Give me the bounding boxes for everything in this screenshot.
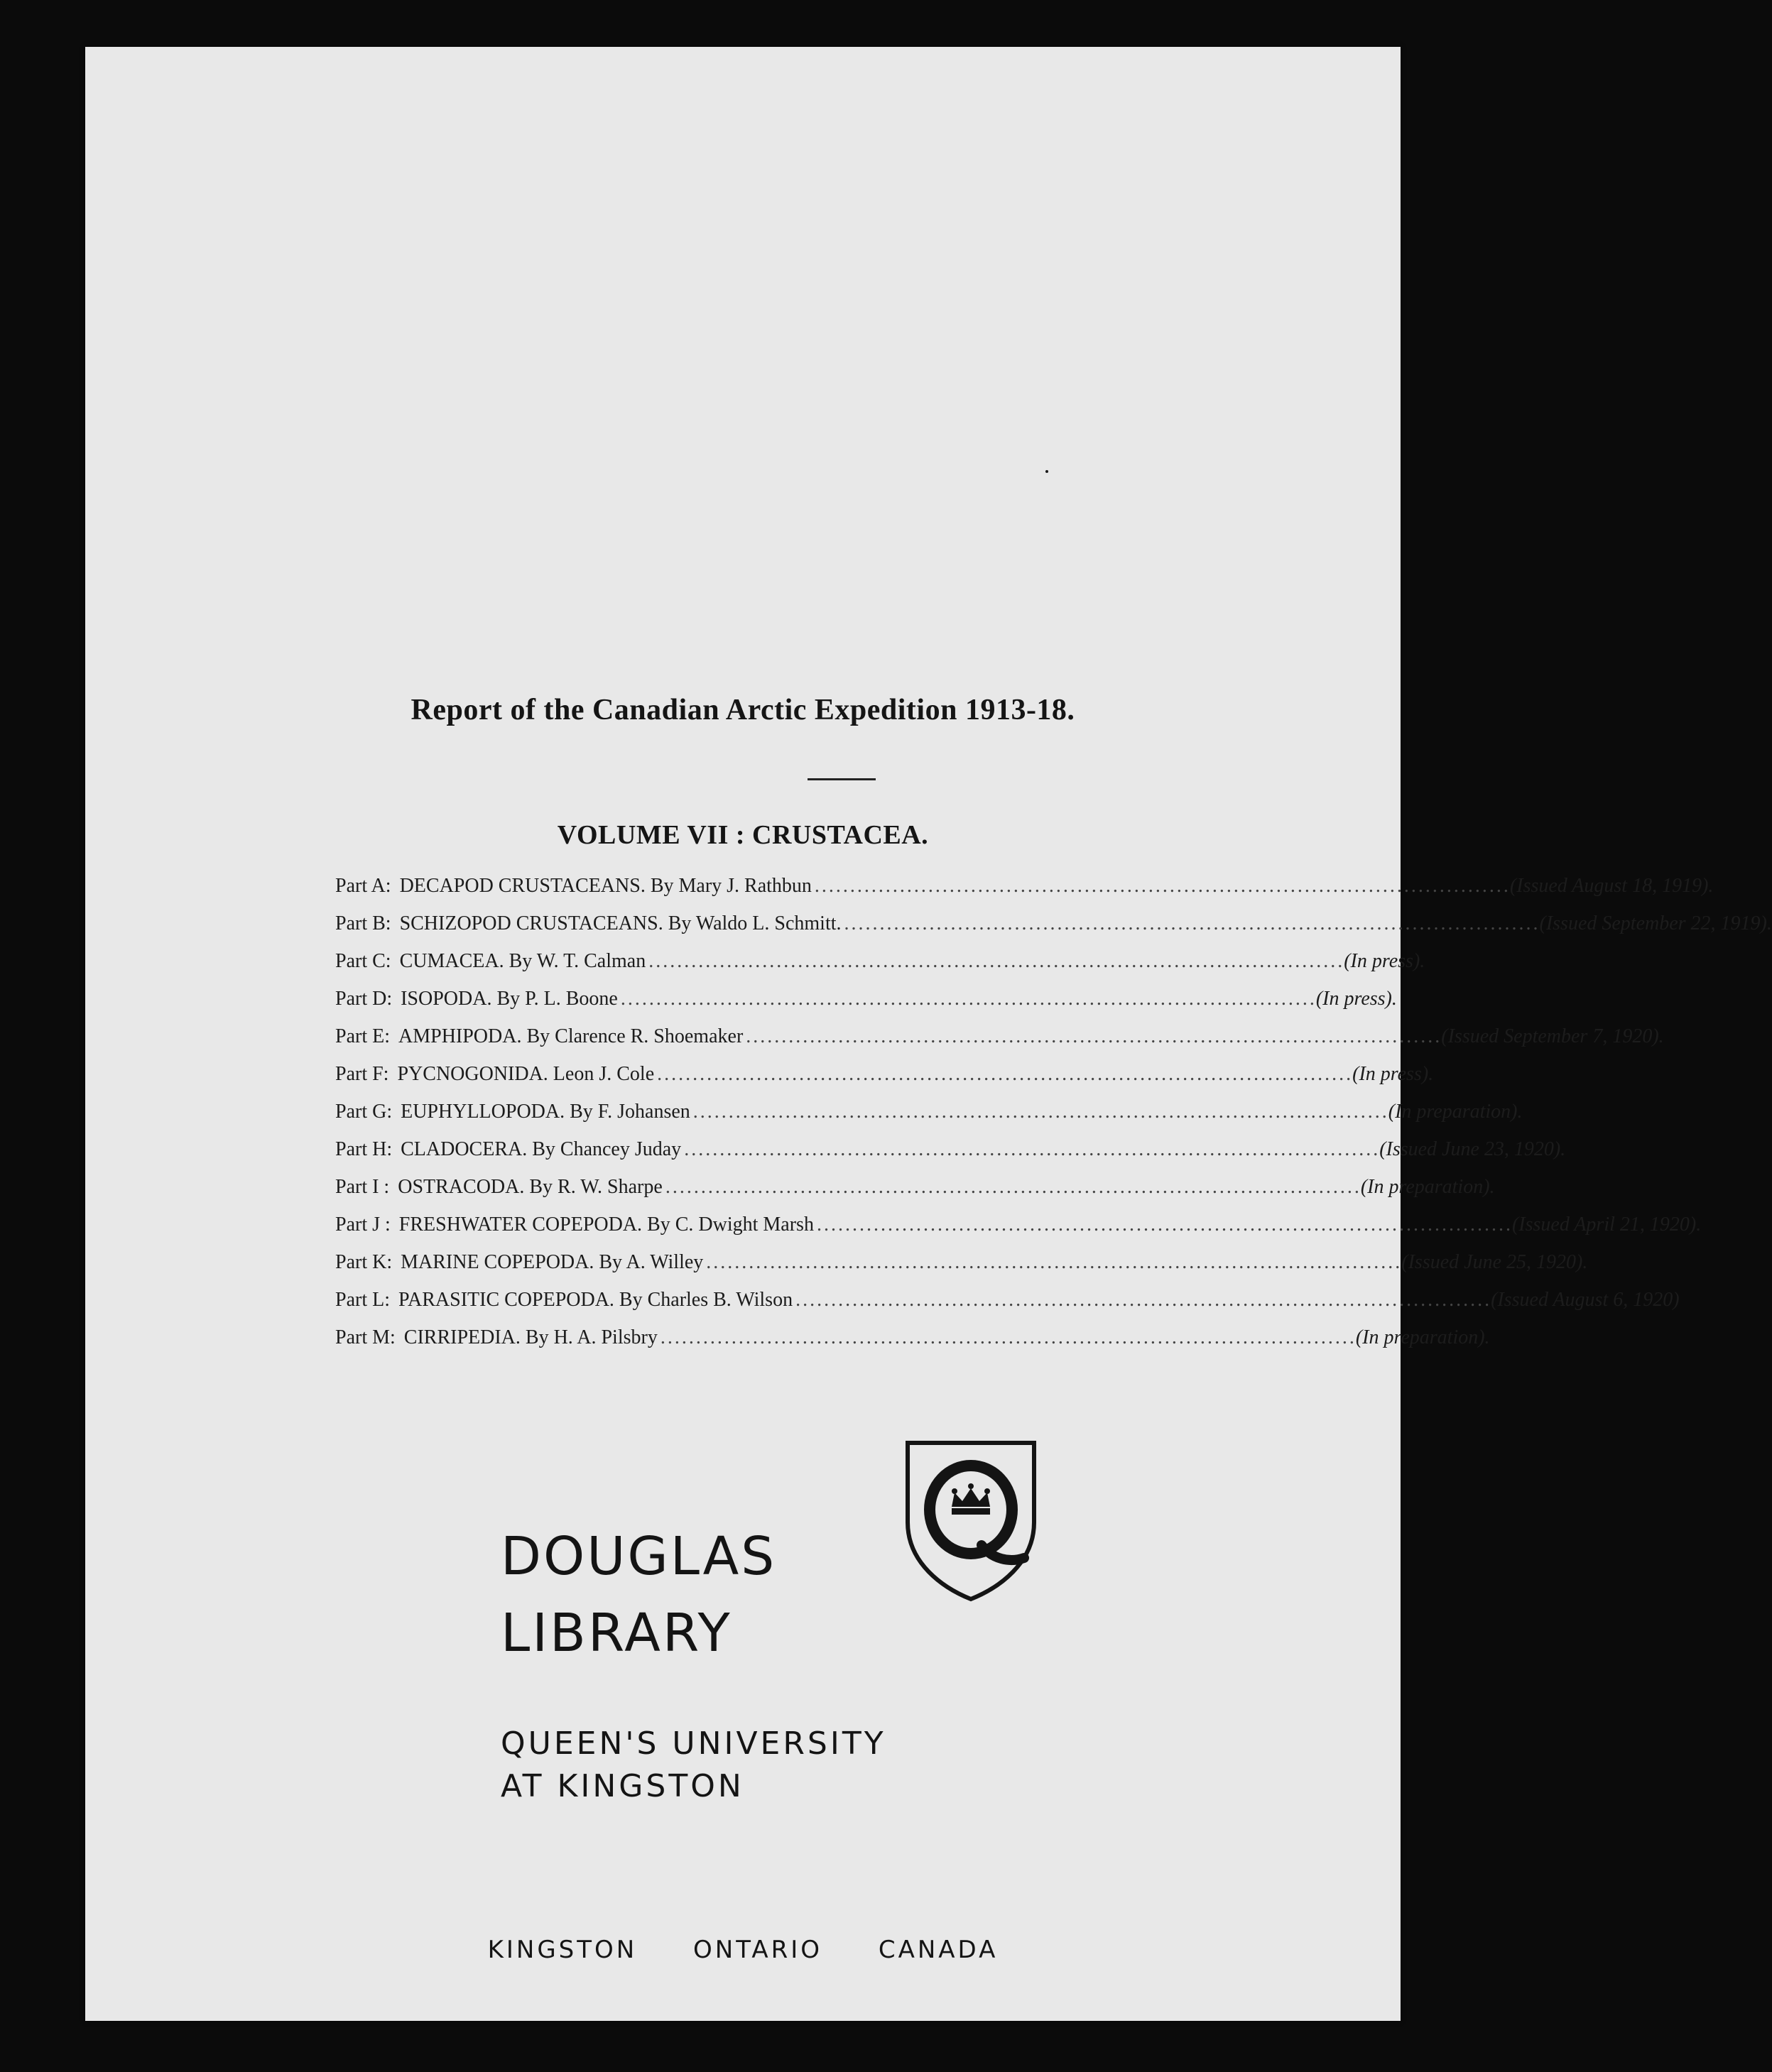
part-description: PYCNOGONIDA. Leon J. Cole [397,1063,655,1085]
part-status: (In preparation). [1360,1176,1495,1198]
leader-dots [648,950,1341,973]
part-status: (In press). [1352,1063,1434,1085]
part-label: Part E: [335,1025,390,1047]
part-description: PARASITIC COPEPODA. By Charles B. Wilson [398,1289,793,1311]
leader-dots [657,1063,1349,1086]
part-status: (Issued April 21, 1920). [1511,1214,1702,1236]
library-name-line-2: LIBRARY [501,1603,732,1664]
library-name [501,1518,776,1672]
footer-country: CANADA [878,1936,999,1964]
part-entry [335,1138,1566,1176]
part-entry [335,988,1397,1025]
university-name [501,1723,886,1808]
part-description: ISOPODA. By P. L. Boone [401,988,618,1010]
part-entry [335,1063,1434,1101]
part-label: Part M: [335,1326,396,1348]
part-status: (Issued September 22, 1919). [1539,912,1772,934]
part-entry [335,912,1772,950]
part-description: FRESHWATER COPEPODA. By C. Dwight Marsh [398,1214,814,1236]
part-label: Part H: [335,1138,393,1160]
document-page [85,47,1772,2021]
part-entry [335,1214,1702,1251]
leader-dots [665,1176,1358,1199]
part-entry [335,950,1425,988]
leader-dots [621,988,1313,1010]
part-description: AMPHIPODA. By Clarence R. Shoemaker [398,1025,744,1047]
university-line-2: AT KINGSTON [501,1768,744,1804]
queens-shield-icon [903,1439,1038,1603]
part-label: Part K: [335,1251,393,1273]
part-status: (In preparation). [1355,1326,1490,1348]
part-entry [335,1176,1495,1214]
leader-dots [815,875,1507,898]
footer-city: KINGSTON [487,1936,638,1964]
leader-dots [817,1214,1509,1236]
part-description: CLADOCERA. By Chancey Juday [401,1138,682,1160]
library-name-line-1: DOUGLAS [501,1526,777,1587]
footer-province: ONTARIO [693,1936,823,1964]
part-label: Part I : [335,1176,390,1198]
part-label: Part J : [335,1214,391,1236]
part-label: Part G: [335,1101,393,1123]
part-status: (Issued August 18, 1919). [1509,875,1714,897]
leader-dots [693,1101,1386,1123]
location-footer [85,1936,1401,1964]
part-entry [335,1289,1680,1326]
part-description: SCHIZOPOD CRUSTACEANS. By Waldo L. Schmitt. [399,912,842,934]
part-status: (Issued August 6, 1920) [1491,1289,1680,1311]
part-entry [335,875,1714,912]
speck [1045,470,1048,473]
part-entry [335,1025,1664,1063]
volume-title: VOLUME VII : CRUSTACEA. [557,820,929,850]
part-label: Part D: [335,988,393,1010]
part-status: (In press). [1344,950,1425,972]
part-description: OSTRACODA. By R. W. Sharpe [398,1176,663,1198]
part-label: Part C: [335,950,391,972]
part-entry [335,1326,1490,1364]
part-label: Part F: [335,1063,389,1085]
part-description: MARINE COPEPODA. By A. Willey [401,1251,704,1273]
part-status: (Issued September 7, 1920). [1441,1025,1664,1047]
part-entry [335,1251,1588,1289]
title-rule [808,778,876,780]
report-title: Report of the Canadian Arctic Expedition 1913-18. [411,694,1075,726]
part-description: DECAPOD CRUSTACEANS. By Mary J. Rathbun [399,875,812,897]
library-stamp [501,1439,1069,1836]
leader-dots [706,1251,1398,1274]
part-status: (Issued June 25, 1920). [1401,1251,1588,1273]
part-label: Part L: [335,1289,390,1311]
part-description: EUPHYLLOPODA. By F. Johansen [401,1101,690,1123]
part-entry [335,1101,1523,1138]
leader-dots [684,1138,1376,1161]
parts-list [335,875,1772,1364]
part-description: CUMACEA. By W. T. Calman [399,950,646,972]
leader-dots [844,912,1537,935]
leader-dots [795,1289,1488,1312]
leader-dots [746,1025,1438,1048]
part-status: (Issued June 23, 1920). [1379,1138,1566,1160]
part-status: (In press). [1315,988,1397,1010]
leader-dots [661,1326,1353,1349]
part-status: (In preparation). [1388,1101,1523,1123]
university-line-1: QUEEN'S UNIVERSITY [501,1725,886,1762]
part-description: CIRRIPEDIA. By H. A. Pilsbry [403,1326,658,1348]
part-label: Part A: [335,875,391,897]
part-label: Part B: [335,912,391,934]
